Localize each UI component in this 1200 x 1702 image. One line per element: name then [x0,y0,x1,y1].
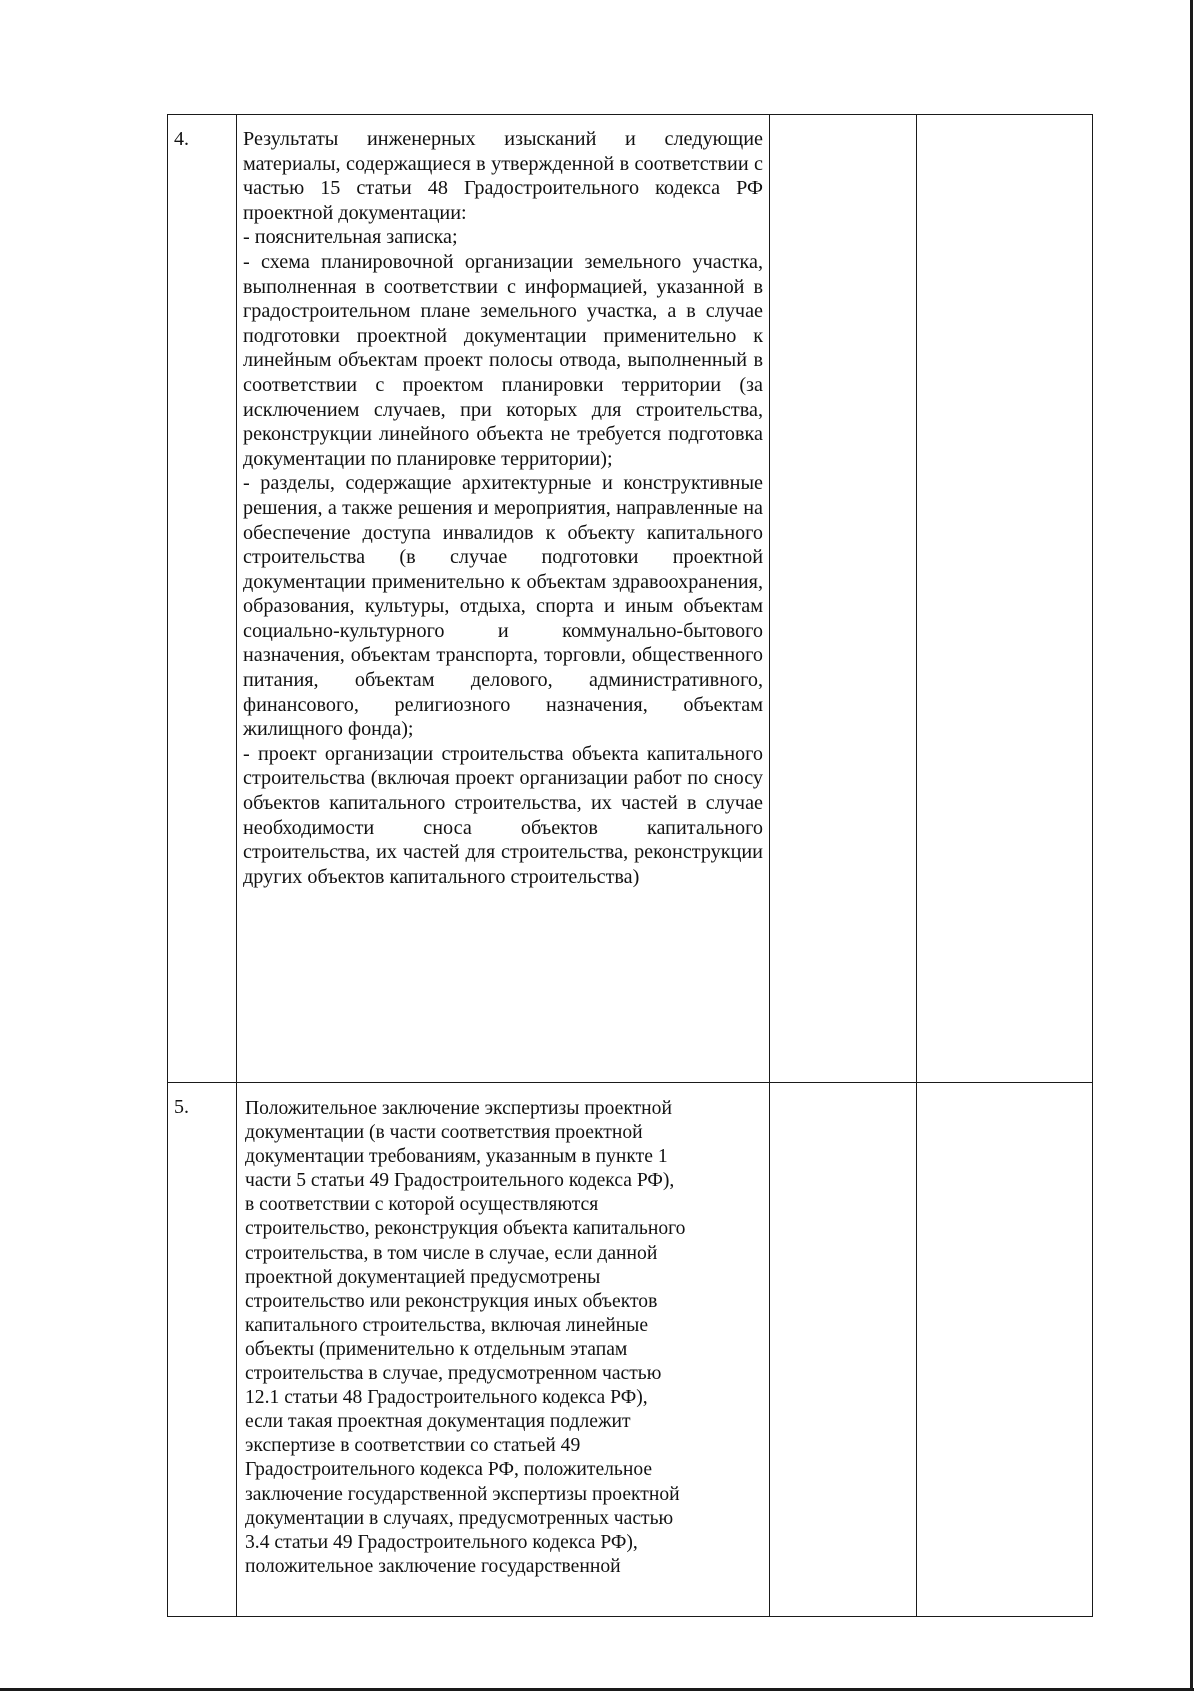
paragraph: Результаты инженерных изысканий и следующие материалы, содержащиеся в утвержденной в соответствии с частью 15 статьи 48 Градостроительного кодекса РФ проектной документации: [243,128,763,224]
text-line: если такая проектная документация подлежит [245,1411,631,1433]
row-text-cell [237,115,770,1083]
row-number-cell [168,1083,237,1617]
paragraph: - схема планировочной организации земельного участка, выполненная в соответствии с информацией, указанной в градостроительном плане земельного участка, а в случае подготовки проектной документации применительно к линейным объектам проект полосы отвода, выполненный в соответствии с проектом планировки территории (за исключением случаев, при которых для строительства, реконструкции линейного объекта не требуется подготовка документации по планировке территории); [243,250,763,470]
text-line: документации (в части соответствия проектной [245,1122,643,1144]
text-line: заключение государственной экспертизы проектной [245,1483,680,1505]
text-line: Положительное заключение экспертизы проектной [245,1098,672,1119]
text-line: части 5 статьи 49 Градостроительного кодекса РФ), [245,1170,675,1192]
row-number: 4. [174,128,189,150]
paragraph: - пояснительная записка; [243,226,458,249]
row-text [237,1083,769,1579]
row-number: 5. [174,1096,189,1118]
empty-cell [917,1083,1093,1617]
row-text-cell [237,1083,770,1617]
text-line: 3.4 статьи 49 Градостроительного кодекса РФ), [245,1531,638,1553]
text-line: строительство, реконструкция объекта капитального [245,1218,686,1240]
text-line: 12.1 статьи 48 Градостроительного кодекса РФ), [245,1387,648,1409]
text-line: капитального строительства, включая линейные [245,1314,649,1336]
text-line: строительства в случае, предусмотренном частью [245,1363,662,1385]
text-line: проектной документацией предусмотрены [245,1266,601,1288]
row-text [237,115,769,893]
text-line: в соответствии с которой осуществляются [245,1194,599,1216]
text-line: положительное заключение государственной [245,1555,621,1577]
empty-cell [770,115,917,1083]
table-row [168,1083,1093,1617]
document-table [167,114,1093,1617]
scan-border-bottom [0,1688,1194,1691]
paragraph: - разделы, содержащие архитектурные и конструктивные решения, а также решения и мероприятия, направленные на обеспечение доступа инвалидов к объекту капитального строительства (в случае подготовки проектной документации применительно к объектам здравоохранения, образования, культуры, отдыха, спорта и иным объектам социально-культурного и коммунально-бытового назначения, объектам транспорта, торговли, общественного питания, объектам делового, административного, финансового, религиозного назначения, объектам жилищного фонда); [243,472,763,741]
row-number-cell [168,115,237,1083]
text-line: документации в случаях, предусмотренных частью [245,1507,674,1529]
text-line: строительство или реконструкция иных объектов [245,1290,658,1312]
paragraph: - проект организации строительства объекта капитального строительства (включая проект организации работ по сносу объектов капитального строительства, их частей в случае необходимости сноса объектов капитального строительства, их частей для строительства, реконструкции других объектов капитального строительства) [243,742,763,888]
scan-border-right [1190,0,1193,1690]
table-row [168,115,1093,1083]
text-line: строительства, в том числе в случае, если данной [245,1242,658,1264]
text-line: Градостроительного кодекса РФ, положительное [245,1459,653,1481]
text-line: документации требованиям, указанным в пункте 1 [245,1146,668,1168]
empty-cell [917,115,1093,1083]
text-line: экспертизе в соответствии со статьей 49 [245,1435,581,1457]
empty-cell [770,1083,917,1617]
text-line: объекты (применительно к отдельным этапам [245,1338,628,1360]
